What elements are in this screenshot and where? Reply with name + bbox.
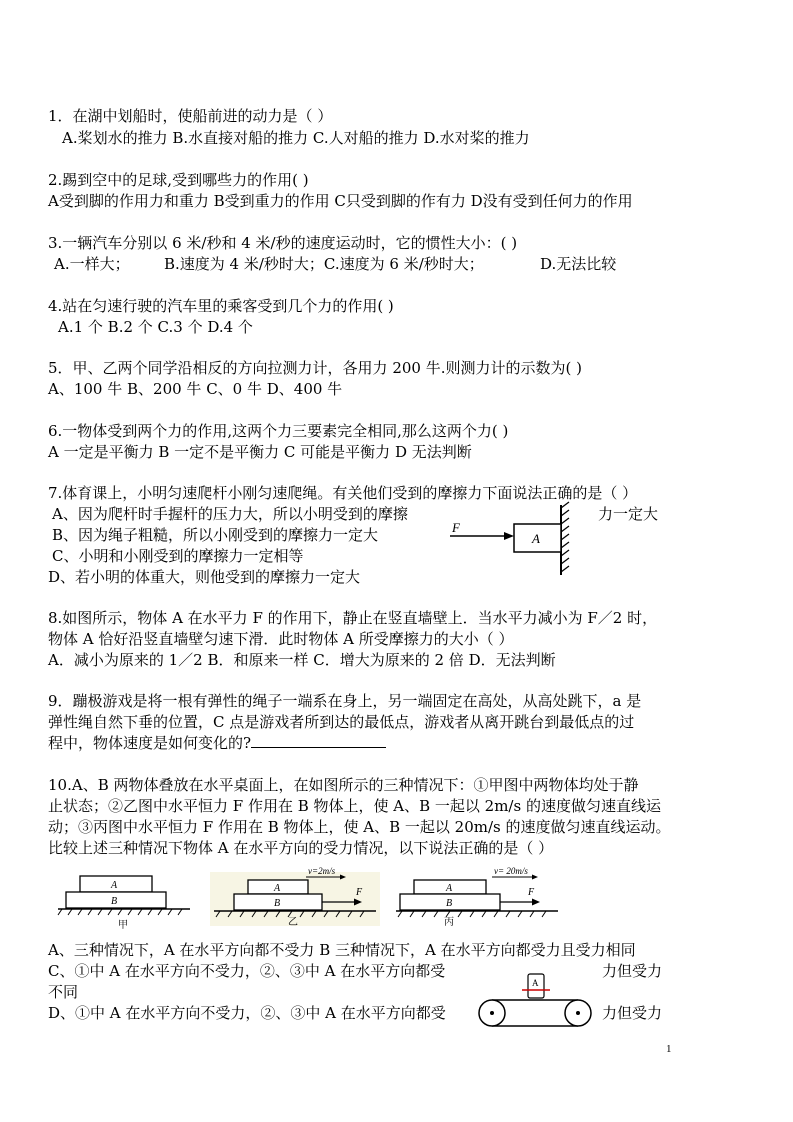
yi-speed-label: v=2m/s (308, 866, 336, 876)
bing-force-label: F (528, 887, 535, 898)
q10-line-3: 动；③丙图中水平恒力 F 作用在 B 物体上，使 A、B 一起以 20m/s 的速度做匀速直线运动。 (48, 818, 671, 836)
bing-ground-hatch (398, 911, 546, 917)
q6-options: A 一定是平衡力 B 一定不是平衡力 C 可能是平衡力 D 无法判断 (48, 443, 472, 461)
conveyor-object-label: A (532, 978, 539, 988)
jia-block-b-label: B (111, 896, 118, 907)
bing-block-b-label: B (446, 898, 453, 909)
conveyor-figure (478, 970, 598, 1030)
q10-option-d-tail: 力但受力 (602, 1004, 663, 1022)
conveyor-left-axle (490, 1011, 494, 1015)
q10-option-a: A、三种情况下，A 在水平方向都不受力 B 三种情况下，A 在水平方向都受力且受力相同 (48, 941, 636, 959)
wall-hatch (561, 502, 569, 572)
q7-option-a-tail: 力一定大 (598, 505, 659, 523)
q3-option-d: D.无法比较 (540, 255, 617, 273)
block-a-label: A (532, 531, 540, 546)
figure-jia (56, 868, 196, 930)
q1-stem: 1．在湖中划船时，使船前进的动力是（ ） (48, 107, 333, 125)
q10-line-4: 比较上述三种情况下物体 A 在水平方向的受力情况，以下说法正确的是（ ） (48, 839, 554, 857)
q4-options: A.1 个 B.2 个 C.3 个 D.4 个 (58, 318, 253, 336)
jia-block-a-label: A (111, 880, 118, 891)
q7-option-b: B、因为绳子粗糙，所以小刚受到的摩擦力一定大 (52, 526, 379, 544)
bing-speed-label: v= 20m/s (494, 866, 528, 876)
q9-line-2: 弹性绳自然下垂的位置，C 点是游戏者所到达的最低点，游戏者从离开跳台到最低点的过 (48, 713, 635, 731)
q10-option-c-cont: 不同 (48, 983, 79, 1001)
q7-stem: 7.体育课上，小明匀速爬杆小刚匀速爬绳。有关他们受到的摩擦力下面说法正确的是（ ） (48, 484, 638, 502)
q10-line-1: 10.A、B 两物体叠放在水平桌面上，在如图所示的三种情况下：①甲图中两物体均处于静 (48, 776, 639, 794)
q3-option-a: A.一样大； (54, 255, 130, 273)
bing-caption: 丙 (444, 917, 454, 926)
q5-stem: 5．甲、乙两个同学沿相反的方向拉测力计，各用力 200 牛.则测力计的示数为( ) (48, 359, 582, 377)
jia-caption: 甲 (118, 920, 128, 930)
q10-option-c-tail: 力但受力 (602, 962, 663, 980)
q1-options: A.桨划水的推力 B.水直接对船的推力 C.人对船的推力 D.水对桨的推力 (62, 129, 530, 147)
figure-yi (210, 864, 380, 926)
q7-option-d: D、若小明的体重大，则他受到的摩擦力一定大 (48, 568, 361, 586)
q9-answer-blank[interactable] (251, 733, 386, 748)
yi-force-label: F (356, 887, 363, 898)
figure-bing (394, 864, 562, 926)
q10-option-c: C、①中 A 在水平方向不受力，②、③中 A 在水平方向都受 (48, 962, 446, 980)
bing-block-a-label: A (446, 883, 453, 894)
q7-option-a: A、因为爬杆时手握杆的压力大，所以小明受到的摩擦 (52, 505, 408, 523)
q5-options: A、100 牛 B、200 牛 C、0 牛 D、400 牛 (48, 380, 343, 398)
conveyor-right-axle (576, 1011, 580, 1015)
q10-line-2: 止状态；②乙图中水平恒力 F 作用在 B 物体上，使 A、B 一起以 2m/s 的速度做匀速直线运 (48, 797, 661, 815)
q8-line-2: 物体 A 恰好沿竖直墙壁匀速下滑．此时物体 A 所受摩擦力的大小（ ） (48, 630, 514, 648)
jia-ground-hatch (58, 909, 182, 915)
q6-stem: 6.一物体受到两个力的作用,这两个力三要素完全相同,那么这两个力( ) (48, 422, 509, 440)
q4-stem: 4.站在匀速行驶的汽车里的乘客受到几个力的作用( ) (48, 297, 394, 315)
q9-line-3-text: 程中，物体速度是如何变化的? (48, 734, 252, 752)
q8-line-1: 8.如图所示，物体 A 在水平力 F 的作用下，静止在竖直墙壁上．当水平力减小为 F／2 时， (48, 609, 658, 627)
bing-speed-arrowhead (532, 875, 538, 880)
q2-options: A受到脚的作用力和重力 B受到重力的作用 C只受到脚的作有力 D没有受到任何力的作用 (48, 192, 633, 210)
force-arrowhead (504, 532, 514, 540)
q3-stem: 3.一辆汽车分别以 6 米/秒和 4 米/秒的速度运动时，它的惯性大小：( ) (48, 234, 518, 252)
wall-block-figure (448, 500, 578, 582)
yi-block-a-label: A (274, 883, 281, 894)
page-number: 1 (666, 1043, 672, 1055)
q3-option-bc: B.速度为 4 米/秒时大；C.速度为 6 米/秒时大； (164, 255, 484, 273)
q9-line-1: 9．蹦极游戏是将一根有弹性的绳子一端系在身上，另一端固定在高处，从高处跳下，a 是 (48, 692, 642, 710)
q9-line-3 (48, 733, 386, 753)
q7-option-c: C、小明和小刚受到的摩擦力一定相等 (52, 547, 304, 565)
yi-caption: 乙 (288, 917, 298, 926)
force-label: F (452, 520, 460, 535)
bing-force-arrowhead (532, 899, 540, 906)
yi-block-b-label: B (274, 898, 281, 909)
q10-option-d: D、①中 A 在水平方向不受力，②、③中 A 在水平方向都受 (48, 1004, 446, 1022)
q8-options: A．减小为原来的 1／2 B．和原来一样 C．增大为原来的 2 倍 D．无法判断 (48, 651, 556, 669)
q2-stem: 2.踢到空中的足球,受到哪些力的作用( ) (48, 171, 309, 189)
